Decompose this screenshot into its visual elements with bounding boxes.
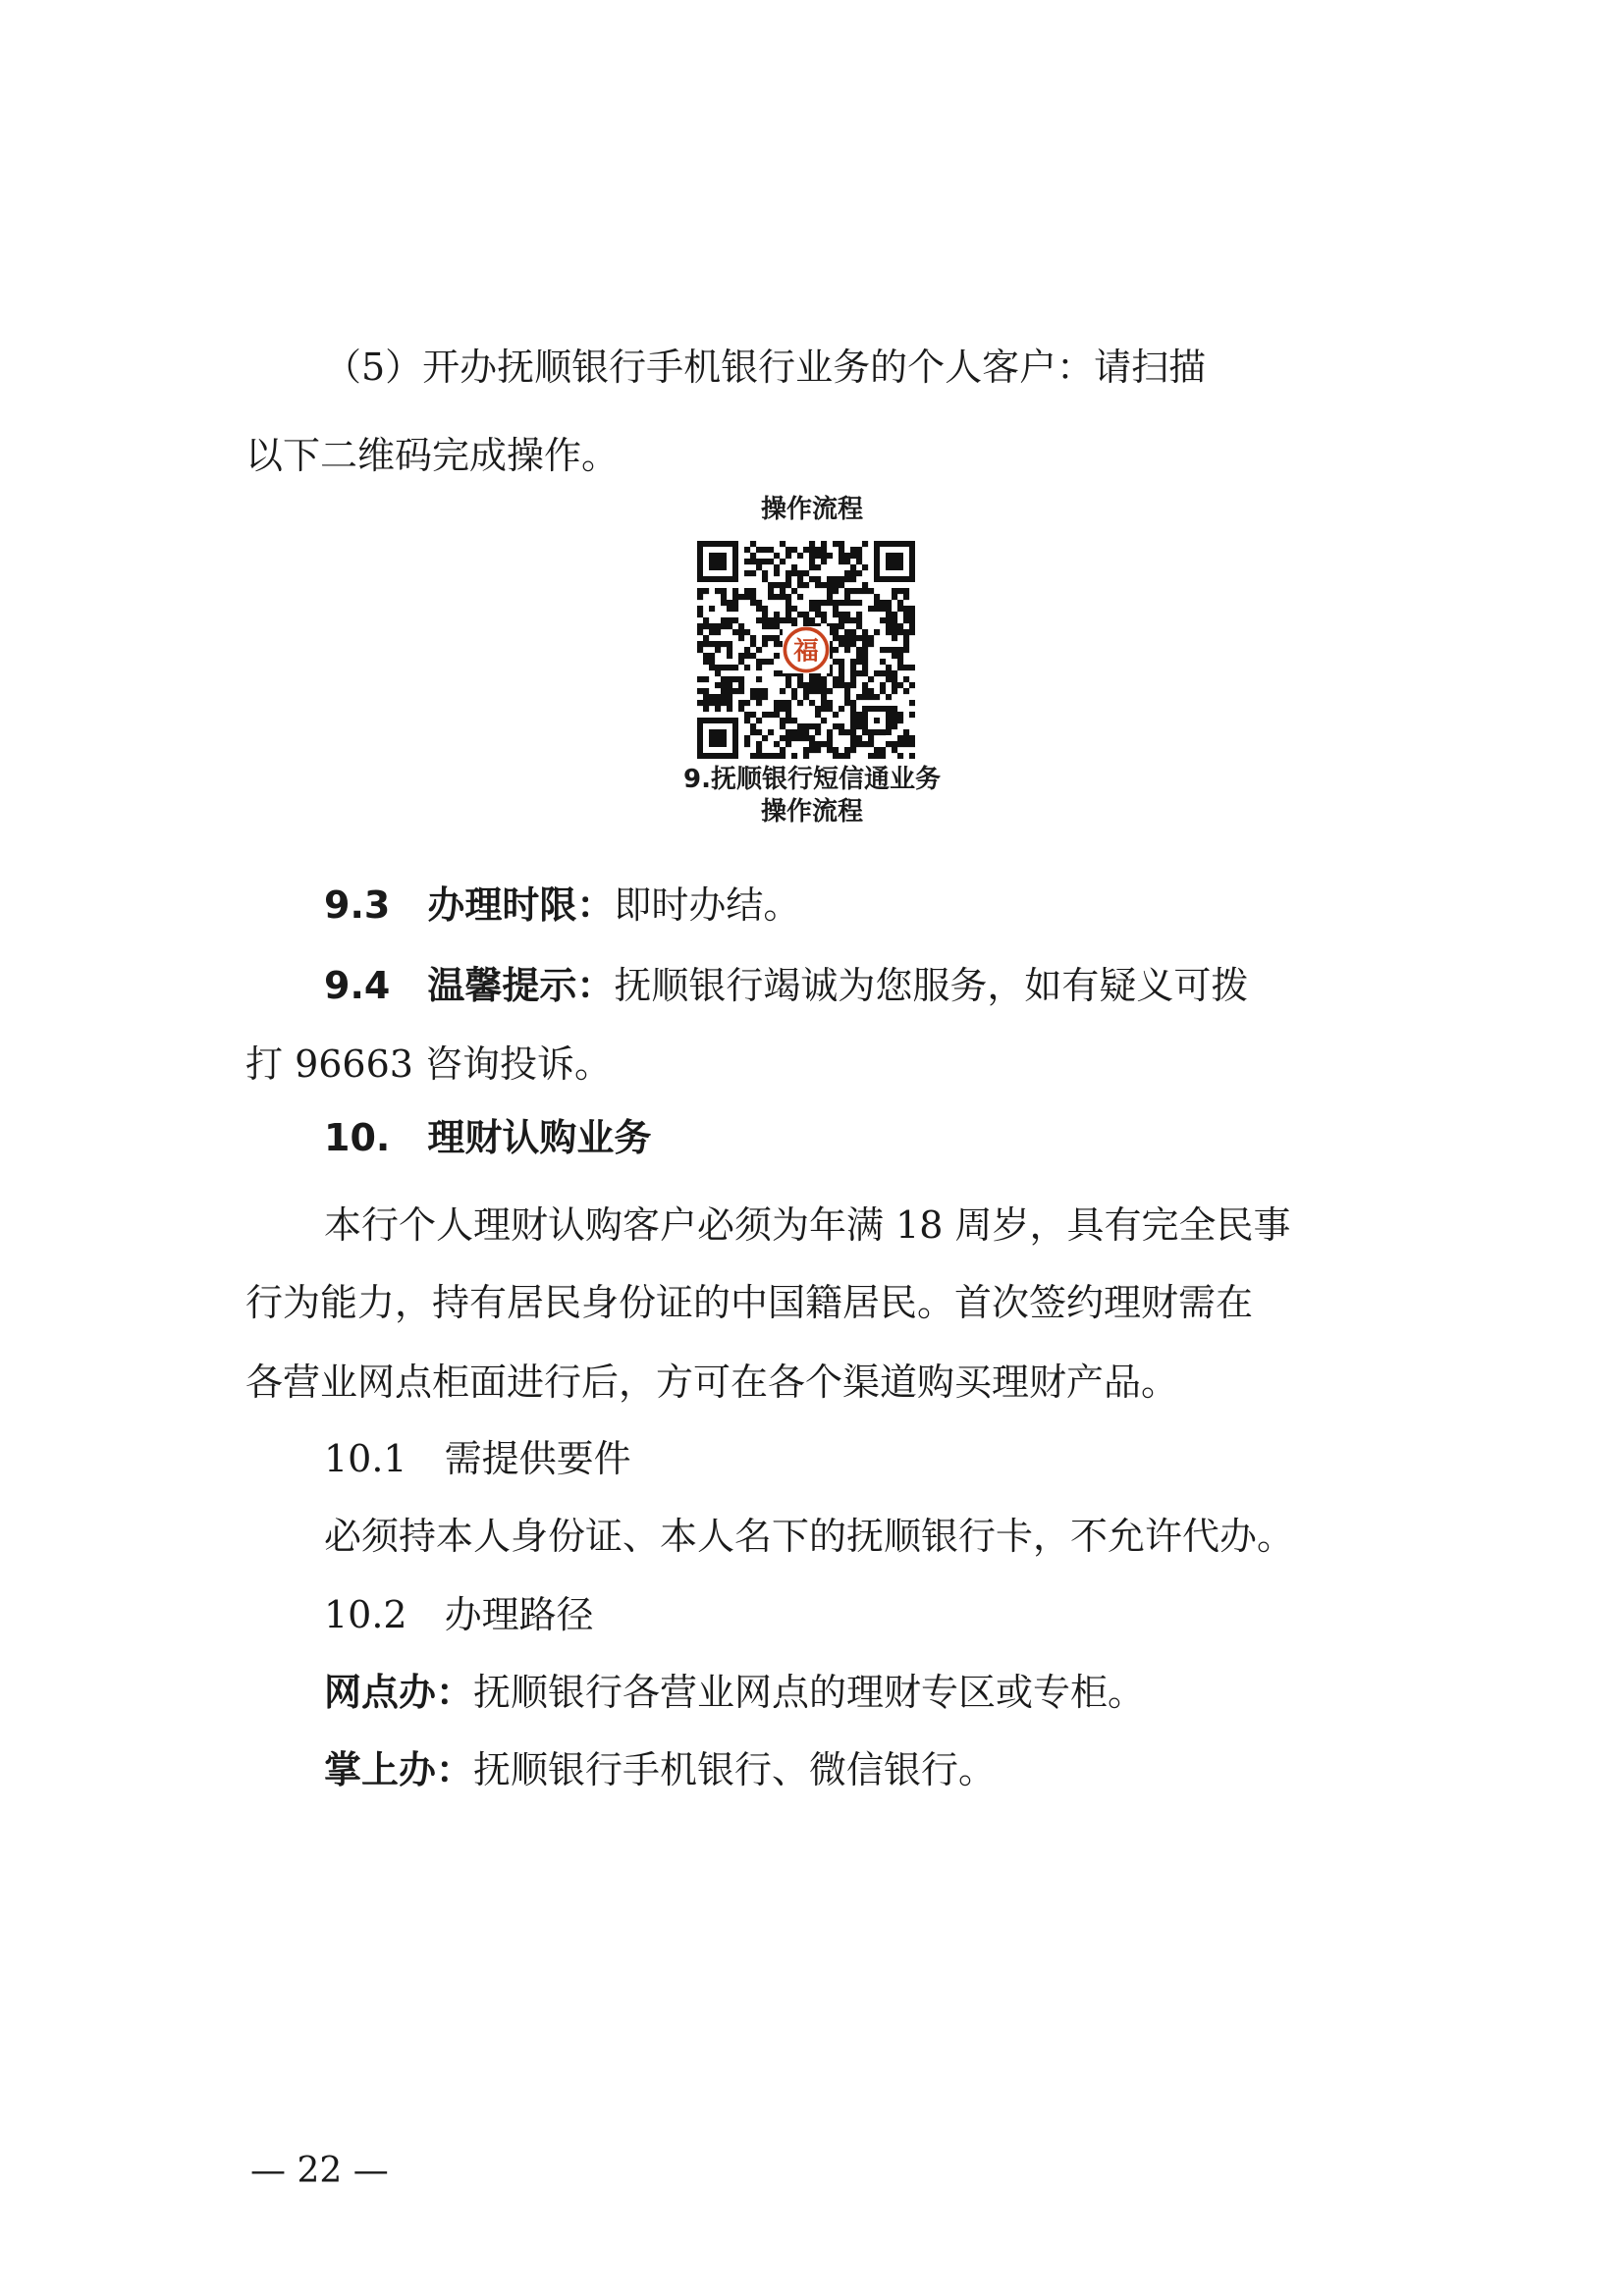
mobile-label: 掌上办： bbox=[324, 1748, 474, 1791]
qr-caption-line2: 操作流程 bbox=[760, 797, 863, 827]
qr-caption-line1: 9.抚顺银行短信通业务 bbox=[683, 765, 941, 794]
mobile-text: 抚顺银行手机银行、微信银行。 bbox=[473, 1748, 997, 1791]
item5-line2: 以下二维码完成操作。 bbox=[245, 434, 620, 477]
section-10-1-heading: 10.1 需提供要件 bbox=[324, 1437, 631, 1480]
section-10-intro-line3: 各营业网点柜面进行后，方可在各个渠道购买理财产品。 bbox=[245, 1361, 1179, 1404]
section-10-intro-line1: 本行个人理财认购客户必须为年满 18 周岁，具有完全民事 bbox=[324, 1203, 1291, 1247]
section-9-3-label: 9.3 办理时限： bbox=[324, 883, 615, 927]
section-10-2-branch bbox=[324, 1669, 1145, 1716]
qr-logo bbox=[783, 626, 830, 673]
qr-code-image bbox=[697, 541, 915, 759]
section-10-intro-line2: 行为能力，持有居民身份证的中国籍居民。首次签约理财需在 bbox=[245, 1281, 1254, 1324]
section-9-4 bbox=[324, 962, 1248, 1009]
section-9-3 bbox=[324, 881, 800, 929]
section-10-2-mobile bbox=[324, 1746, 996, 1793]
section-9-4-line2: 打 96663 咨询投诉。 bbox=[245, 1042, 613, 1086]
page-number: — 22 — bbox=[250, 2151, 389, 2191]
qr-title-top: 操作流程 bbox=[760, 495, 863, 524]
section-9-4-text: 抚顺银行竭诚为您服务，如有疑义可拨 bbox=[614, 964, 1249, 1007]
section-9-4-label: 9.4 温馨提示： bbox=[324, 964, 615, 1007]
section-9-3-text: 即时办结。 bbox=[614, 883, 801, 927]
qr-logo-glyph: 福 bbox=[793, 636, 819, 667]
section-10-2-heading: 10.2 办理路径 bbox=[324, 1593, 594, 1636]
item5-line1: （5）开办抚顺银行手机银行业务的个人客户：请扫描 bbox=[324, 346, 1207, 389]
section-10-heading: 10. 理财认购业务 bbox=[324, 1116, 652, 1159]
branch-label: 网点办： bbox=[324, 1671, 474, 1714]
branch-text: 抚顺银行各营业网点的理财专区或专柜。 bbox=[473, 1671, 1146, 1714]
section-10-1-text: 必须持本人身份证、本人名下的抚顺银行卡，不允许代办。 bbox=[324, 1515, 1295, 1558]
